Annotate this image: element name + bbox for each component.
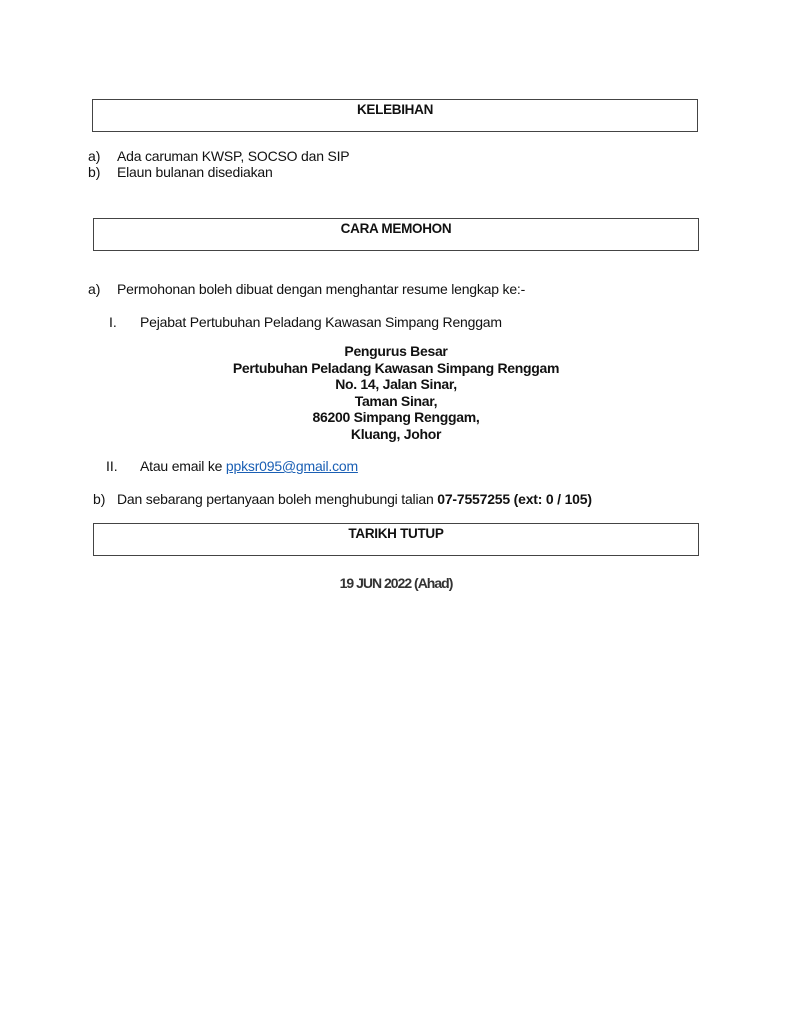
roman-marker: II.: [106, 458, 118, 474]
address-line: Kluang, Johor: [350, 425, 442, 442]
email-option-label: Atau email ke: [140, 458, 226, 474]
kelebihan-heading: KELEBIHAN: [356, 102, 434, 117]
benefit-item: Elaun bulanan disediakan: [117, 164, 273, 180]
mailing-address: [0, 343, 792, 443]
list-marker: a): [88, 148, 101, 164]
application-instruction: Permohonan boleh dibuat dengan menghantar resume lengkap ke:-: [117, 281, 526, 297]
tarikh-tutup-heading: TARIKH TUTUP: [348, 526, 444, 541]
address-line: 86200 Simpang Renggam,: [312, 409, 480, 426]
roman-marker: I.: [109, 314, 117, 330]
email-link[interactable]: ppksr095@gmail.com: [225, 458, 358, 474]
address-line: Pengurus Besar: [344, 343, 448, 359]
list-marker: b): [93, 491, 106, 507]
email-option: [140, 458, 358, 474]
closing-date: 19 JUN 2022 (Ahad): [339, 575, 453, 591]
benefit-item: Ada caruman KWSP, SOCSO dan SIP: [117, 148, 350, 164]
address-line: Pertubuhan Peladang Kawasan Simpang Renggam: [232, 359, 560, 376]
list-marker: a): [88, 281, 101, 297]
cara-memohon-heading-box: [93, 218, 699, 251]
phone-number: 07-7557255 (ext: 0 / 105): [437, 491, 592, 507]
office-option: Pejabat Pertubuhan Peladang Kawasan Simpang Renggam: [140, 314, 502, 330]
contact-instruction: [117, 491, 592, 507]
kelebihan-heading-box: [92, 99, 698, 132]
cara-memohon-heading: CARA MEMOHON: [340, 221, 452, 236]
contact-instruction-label: Dan sebarang pertanyaan boleh menghubungi talian: [117, 491, 438, 507]
address-line: Taman Sinar,: [354, 392, 438, 409]
list-marker: b): [88, 164, 101, 180]
address-line: No. 14, Jalan Sinar,: [335, 376, 457, 393]
tarikh-tutup-heading-box: [93, 523, 699, 556]
